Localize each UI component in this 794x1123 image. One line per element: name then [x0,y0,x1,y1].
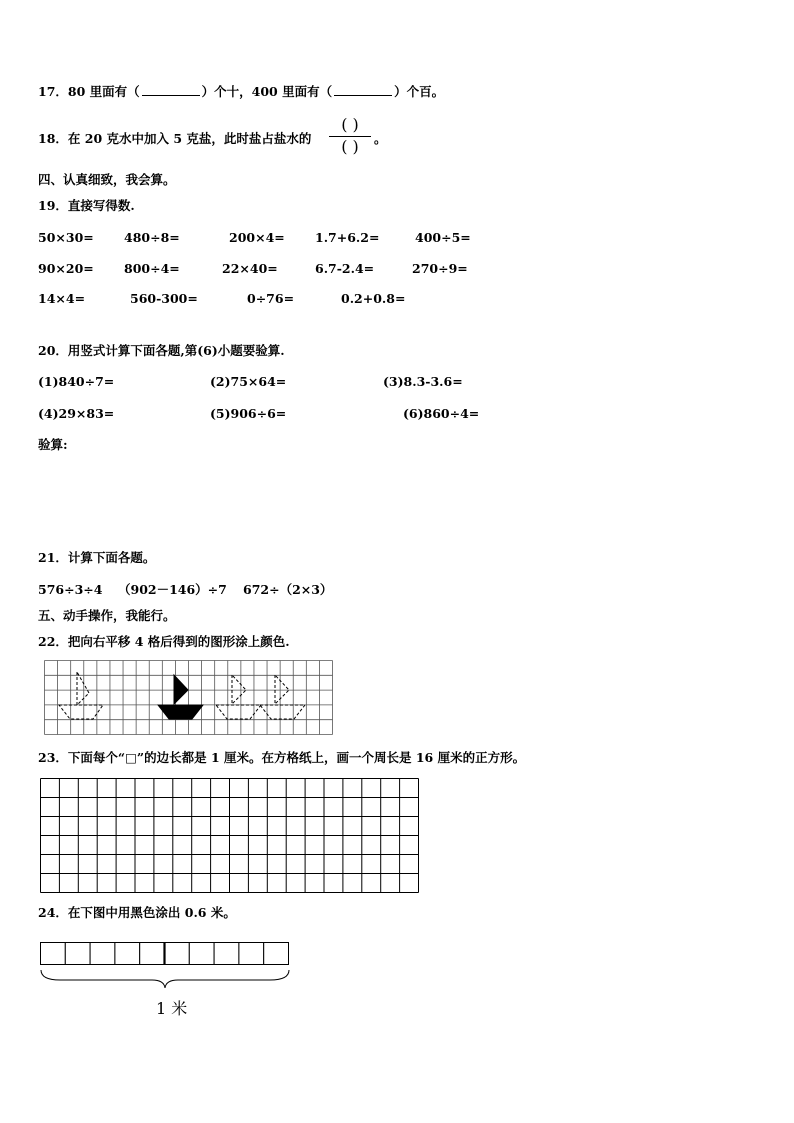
calc-item: 800÷4= [124,261,180,276]
meter-cell[interactable] [214,943,239,965]
q20-text: 用竖式计算下面各题,第(6)小题要验算. [67,343,285,358]
calc-item: 200×4= [229,230,285,245]
question-number: 22． [38,634,68,649]
q23 [38,750,525,766]
meter-cell[interactable] [41,943,66,965]
q18 [38,131,311,147]
q22 [38,634,290,650]
meter-cell[interactable] [165,943,190,965]
calc-item: (2)75×64= [210,374,287,389]
calc-item: 50×30= [38,230,94,245]
q19-text: 直接写得数. [67,198,135,213]
q17 [38,84,444,100]
calc-item: 480÷8= [124,230,180,245]
q24-text: 在下图中用黑色涂出 0.6 米。 [67,905,236,920]
q17-part1: 80 里面有（ [67,84,140,99]
q22-text: 把向右平移 4 格后得到的图形涂上颜色. [67,634,290,649]
calc-item: (5)906÷6= [210,406,287,421]
calc-item: 0÷76= [247,291,295,306]
grid-lines [45,661,333,735]
q23-grid[interactable] [40,778,420,894]
calc-item: 90×20= [38,261,94,276]
question-number: 23． [38,750,68,765]
q24 [38,905,236,921]
q20 [38,343,285,359]
calc-item: 22×40= [222,261,278,276]
q21-text: 计算下面各题。 [67,550,156,565]
answer-blank-2[interactable] [334,85,392,96]
calc-item: 672÷（2×3） [243,582,333,597]
calc-item: 400÷5= [415,230,471,245]
q22-grid[interactable] [44,660,334,736]
q17-part3: ）个百。 [394,84,445,99]
answer-fraction[interactable] [327,117,373,157]
fraction-denominator[interactable]: ( ) [341,137,359,156]
q19 [38,198,135,214]
meter-cell[interactable] [65,943,90,965]
solid-boat-shape [158,675,203,719]
calc-item: 270÷9= [412,261,468,276]
meter-cell[interactable] [264,943,289,965]
calc-item: (1)840÷7= [38,374,115,389]
q18-end: 。 [374,131,387,146]
brace-icon [41,970,289,988]
question-number: 20． [38,343,68,358]
calc-item: （902－146）÷7 [118,582,227,597]
question-number: 24． [38,905,68,920]
calc-item: (3)8.3-3.6= [383,374,463,389]
calc-item: 6.7-2.4= [315,261,375,276]
calc-item: 0.2+0.8= [341,291,406,306]
dashed-boat-outline [59,672,103,719]
calc-item: (6)860÷4= [403,406,480,421]
meter-strip[interactable] [40,942,292,990]
question-number: 18． [38,131,68,146]
q18-text: 在 20 克水中加入 5 克盐，此时盐占盐水的 [67,131,312,146]
calc-item: 14×4= [38,291,86,306]
calc-item: 1.7+6.2= [315,230,380,245]
q17-part2: ）个十，400 里面有（ [201,84,333,99]
meter-cells[interactable] [41,943,289,965]
fraction-numerator[interactable]: ( ) [341,115,359,134]
grid-lines [41,779,419,893]
meter-cell[interactable] [90,943,115,965]
meter-cell[interactable] [115,943,140,965]
section-heading-5: 五、动手操作，我能行。 [38,608,176,623]
meter-cell[interactable] [189,943,214,965]
check-label: 验算: [38,437,68,452]
q23-text: 下面每个“□”的边长都是 1 厘米。在方格纸上，画一个周长是 16 厘米的正方形。 [67,750,526,765]
question-number: 21． [38,550,68,565]
calc-item: (4)29×83= [38,406,115,421]
section-heading-4: 四、认真细致，我会算。 [38,172,176,187]
meter-cell[interactable] [140,943,165,965]
answer-blank-1[interactable] [142,85,200,96]
meter-cell[interactable] [239,943,264,965]
calc-item: 576÷3÷4 [38,582,103,597]
meter-label: 1 米 [156,999,188,1018]
calc-item: 560-300= [130,291,198,306]
q21 [38,550,155,566]
check-work-area[interactable] [38,456,738,536]
question-number: 19． [38,198,68,213]
question-number: 17． [38,84,68,99]
